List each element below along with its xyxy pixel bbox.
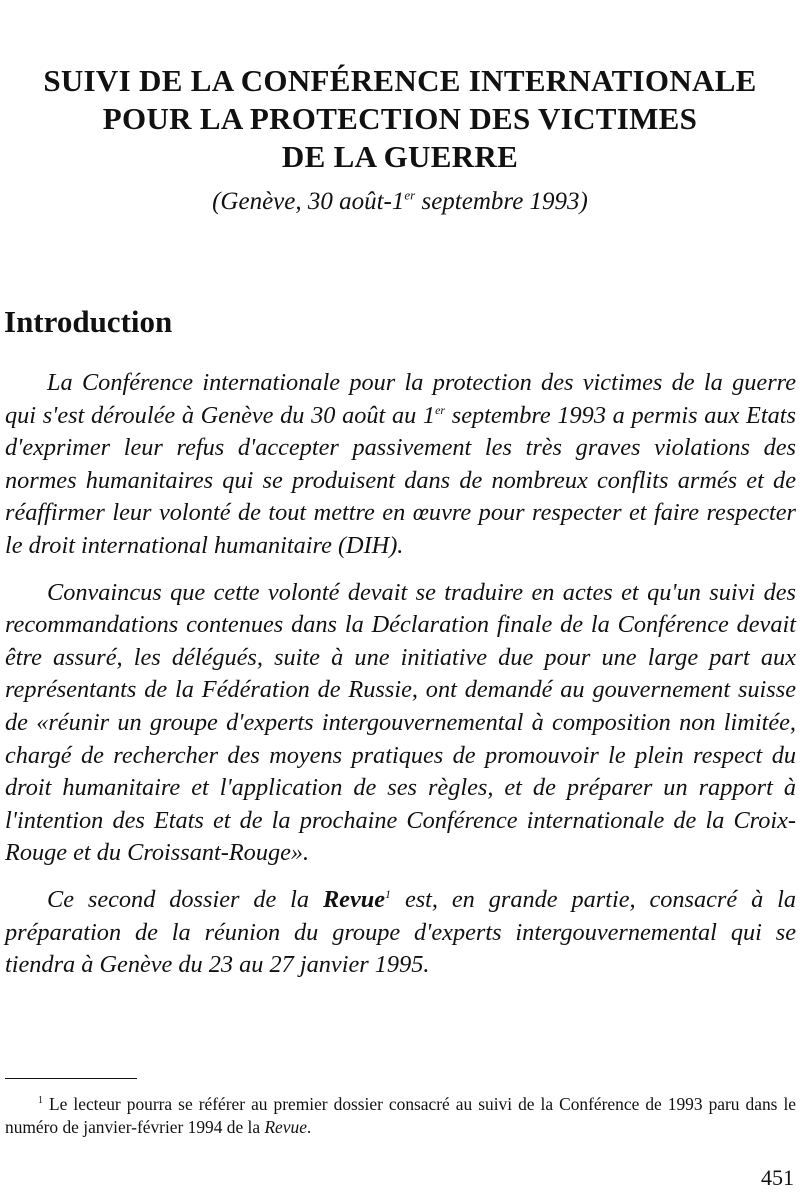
paragraph-3-text-end: est, en grande partie, consacré à la préparation de la réunion du groupe d'experts intergouvernemental qui se tiendra à Genève du 23 au 27 janvier 1995.	[5, 885, 797, 979]
footnote-text: Le lecteur pourra se référer au premier dossier consacré au suivi de la Conférence de 1993 paru dans le numéro de janvier-février 1994 de la	[5, 1094, 796, 1137]
paragraph-3-text-start: Ce second dossier de la	[47, 885, 323, 913]
body-text	[5, 367, 796, 996]
title-line-2: POUR LA PROTECTION DES VICTIMES	[102, 101, 698, 136]
footnote-marker: 1	[38, 1095, 43, 1107]
paragraph-1-text-start: La Conférence internationale pour la protection des victimes de la guerre qui s'est déroulée à Genève du 30 août au 1	[5, 369, 796, 429]
paragraph-1	[5, 367, 796, 563]
section-heading: Introduction	[4, 304, 173, 339]
subtitle-text-end: septembre 1993)	[415, 188, 588, 215]
footnote	[5, 1093, 796, 1139]
title-line-3: DE LA GUERRE	[281, 139, 519, 174]
footnote-text-end: .	[306, 1117, 312, 1137]
page-number: 451	[761, 1165, 794, 1190]
paragraph-1-text-end: septembre 1993 a permis aux Etats d'exprimer leur refus d'accepter passivement les très graves violations des normes humanitaires qui se produisent dans de nombreux conflits armés et de réaffirmer leur volonté de tout mettre en œuvre pour respecter et faire respecter le droit international humanitaire (DIH).	[5, 401, 796, 559]
footnote-italic-title: Revue	[264, 1117, 307, 1137]
document-subtitle	[0, 186, 800, 218]
footnote-divider	[5, 1078, 137, 1079]
subtitle-text-start: (Genève, 30 août-1	[212, 188, 405, 215]
revue-bold-title: Revue	[322, 885, 386, 913]
paragraph-2: Convaincus que cette volonté devait se traduire en actes et qu'un suivi des recommandations contenues dans la Déclaration finale de la Conférence devait être assuré, les délégués, suite à une initiative due pour une large part aux représentants de la Fédération de Russie, ont demandé au gouvernement suisse de «réunir un groupe d'experts intergouvernemental à composition non limitée, chargé de rechercher des moyens pratiques de promouvoir le plein respect du droit humanitaire et l'application de ses règles, et de préparer un rapport à l'intention des Etats et de la prochaine Conférence internationale de la Croix-Rouge et du Croissant-Rouge».	[5, 578, 796, 867]
title-line-1: SUIVI DE LA CONFÉRENCE INTERNATIONALE	[43, 63, 757, 98]
paragraph-1-superscript: er	[435, 402, 446, 417]
document-title	[0, 62, 800, 176]
footnote-reference[interactable]: 1	[385, 886, 392, 901]
subtitle-superscript: er	[404, 187, 416, 203]
paragraph-3	[5, 884, 796, 982]
